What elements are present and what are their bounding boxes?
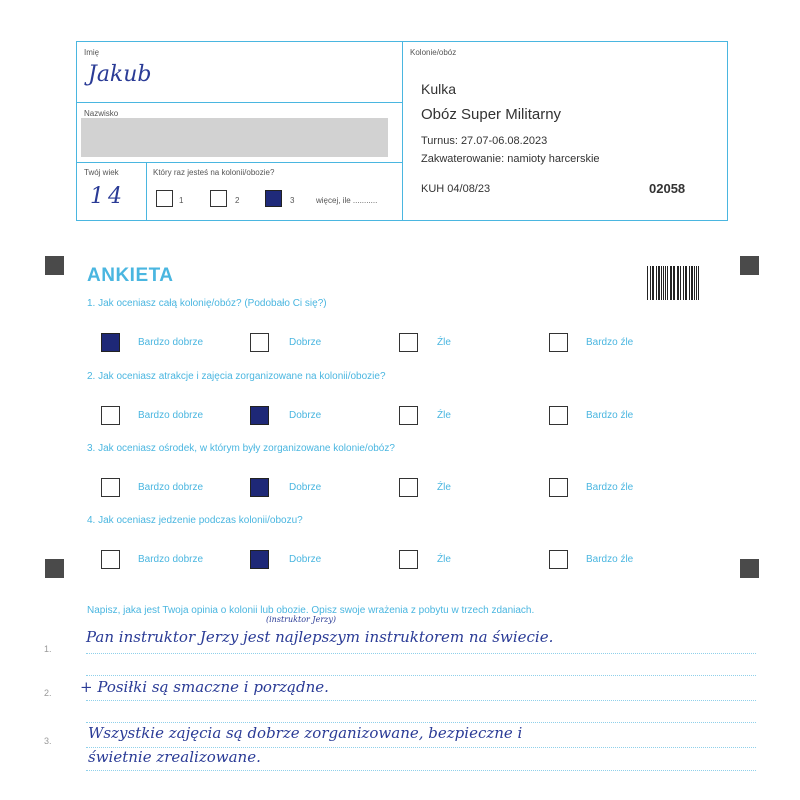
question-text: 2. Jak oceniasz atrakcje i zajęcia zorganizowane na kolonii/obozie? xyxy=(87,371,386,382)
barcode-bar xyxy=(678,266,679,300)
answer-label: Źle xyxy=(437,554,451,565)
registration-marker xyxy=(45,559,64,578)
answer-checkbox[interactable] xyxy=(101,333,120,352)
barcode-bar xyxy=(652,266,653,300)
times-option-label: 2 xyxy=(235,196,240,205)
barcode-bar xyxy=(673,266,675,300)
opinion-prompt: Napisz, jaka jest Twoja opinia o kolonii lub obozie. Opisz swoje wrażenia z pobytu w trzech zdaniach. xyxy=(87,605,535,616)
barcode-bar xyxy=(696,266,697,300)
header-divider xyxy=(76,162,403,163)
camp-name: Kulka xyxy=(421,81,457,97)
turnus: Turnus: 27.07-06.08.2023 xyxy=(421,135,548,147)
survey-title: ANKIETA xyxy=(87,265,174,286)
answer-checkbox[interactable] xyxy=(250,406,269,425)
barcode-bar xyxy=(656,266,657,300)
barcode-bar xyxy=(691,266,693,300)
answer-checkbox[interactable] xyxy=(549,406,568,425)
times-option-label: 3 xyxy=(290,196,295,205)
question-text: 1. Jak oceniasz całą kolonię/obóz? (Podobało Ci się?) xyxy=(87,298,327,309)
answer-checkbox[interactable] xyxy=(250,478,269,497)
answer-checkbox[interactable] xyxy=(250,550,269,569)
question-text: 3. Jak oceniasz ośrodek, w którym były zorganizowane kolonie/obóz? xyxy=(87,443,395,454)
times-checkbox-1[interactable] xyxy=(156,190,173,207)
barcode-bar xyxy=(671,266,672,300)
barcode-bar xyxy=(685,266,686,300)
answer-label: Źle xyxy=(437,337,451,348)
accommodation: Zakwaterowanie: namioty harcerskie xyxy=(421,153,600,165)
barcode-bar xyxy=(683,266,684,300)
answer-label: Bardzo dobrze xyxy=(138,554,204,565)
writing-line xyxy=(86,653,756,654)
barcode-bar xyxy=(661,266,662,300)
writing-line xyxy=(86,722,756,723)
opinion-line-1[interactable]: Pan instruktor Jerzy jest najlepszym instruktorem na świecie. xyxy=(86,628,554,646)
barcode xyxy=(647,266,700,300)
surname-label: Nazwisko xyxy=(84,109,119,118)
answer-checkbox[interactable] xyxy=(250,333,269,352)
answer-checkbox[interactable] xyxy=(399,478,418,497)
barcode-bar xyxy=(663,266,664,300)
answer-checkbox[interactable] xyxy=(549,550,568,569)
times-checkbox-3[interactable] xyxy=(265,190,282,207)
barcode-bar xyxy=(694,266,695,300)
answer-checkbox[interactable] xyxy=(399,406,418,425)
answer-label: Źle xyxy=(437,410,451,421)
barcode-bar xyxy=(689,266,690,300)
barcode-bar xyxy=(658,266,660,300)
times-option-label: 1 xyxy=(179,196,184,205)
barcode-bar xyxy=(686,266,687,300)
registration-marker xyxy=(740,559,759,578)
answer-label: Bardzo dobrze xyxy=(138,410,204,421)
answer-checkbox[interactable] xyxy=(549,478,568,497)
writing-line xyxy=(86,675,756,676)
header-divider xyxy=(76,102,403,103)
writing-line xyxy=(86,770,756,771)
answer-label: Bardzo źle xyxy=(586,482,634,493)
times-checkbox-2[interactable] xyxy=(210,190,227,207)
answer-label: Bardzo źle xyxy=(586,337,634,348)
answer-label: Dobrze xyxy=(289,410,322,421)
answer-label: Dobrze xyxy=(289,482,322,493)
times-more: więcej, ile ........... xyxy=(316,196,378,205)
answer-checkbox[interactable] xyxy=(101,478,120,497)
answer-label: Bardzo źle xyxy=(586,554,634,565)
answer-label: Bardzo dobrze xyxy=(138,482,204,493)
opinion-line-4[interactable]: świetnie zrealizowane. xyxy=(88,748,261,766)
age-value[interactable]: 14 xyxy=(90,184,126,209)
form-number: 02058 xyxy=(649,181,686,196)
surname-redaction xyxy=(81,118,388,157)
answer-label: Bardzo źle xyxy=(586,410,634,421)
barcode-bar xyxy=(677,266,678,300)
opinion-line-3[interactable]: Wszystkie zajęcia są dobrze zorganizowane, bezpieczne i xyxy=(88,724,523,742)
barcode-bar xyxy=(667,266,668,300)
answer-label: Dobrze xyxy=(289,554,322,565)
age-label: Twój wiek xyxy=(84,168,119,177)
question-text: 4. Jak oceniasz jedzenie podczas kolonii/obozu? xyxy=(87,515,303,526)
name-label: Imię xyxy=(84,48,100,57)
opinion-line-2[interactable]: + Posiłki są smaczne i porządne. xyxy=(80,678,329,696)
barcode-bar xyxy=(653,266,654,300)
barcode-bar xyxy=(647,266,648,300)
answer-label: Dobrze xyxy=(289,337,322,348)
handwritten-annotation: (instruktor Jerzy) xyxy=(266,615,336,624)
header-divider xyxy=(402,41,403,221)
times-question: Który raz jesteś na kolonii/obozie? xyxy=(153,168,275,177)
line-number: 2. xyxy=(44,688,52,698)
barcode-bar xyxy=(650,266,651,300)
answer-label: Bardzo dobrze xyxy=(138,337,204,348)
barcode-bar xyxy=(698,266,699,300)
barcode-bar xyxy=(670,266,671,300)
answer-checkbox[interactable] xyxy=(399,550,418,569)
barcode-bar xyxy=(665,266,666,300)
answer-checkbox[interactable] xyxy=(101,550,120,569)
answer-checkbox[interactable] xyxy=(549,333,568,352)
camp-label: Kolonie/obóz xyxy=(410,48,457,57)
line-number: 1. xyxy=(44,644,52,654)
writing-line xyxy=(86,700,756,701)
camp-title: Obóz Super Militarny xyxy=(421,106,562,123)
answer-label: Źle xyxy=(437,482,451,493)
line-number: 3. xyxy=(44,736,52,746)
registration-marker xyxy=(45,256,64,275)
barcode-bar xyxy=(680,266,681,300)
kuh-code: KUH 04/08/23 xyxy=(421,183,491,195)
answer-checkbox[interactable] xyxy=(399,333,418,352)
header-divider xyxy=(146,162,147,221)
name-value[interactable]: Jakub xyxy=(88,62,152,87)
answer-checkbox[interactable] xyxy=(101,406,120,425)
registration-marker xyxy=(740,256,759,275)
